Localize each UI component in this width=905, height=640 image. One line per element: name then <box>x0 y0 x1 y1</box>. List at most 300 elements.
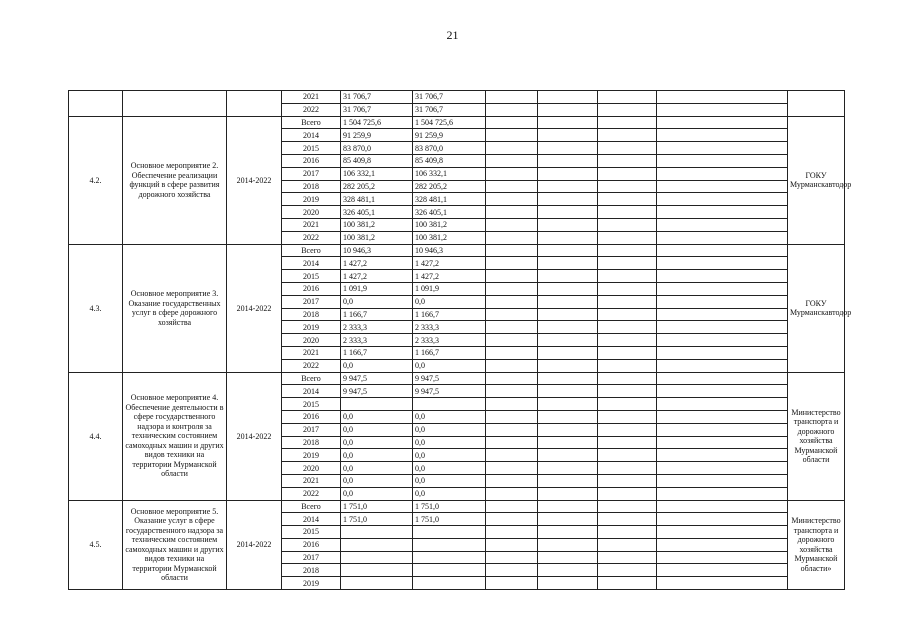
total-cell <box>341 398 413 411</box>
empty-cell <box>598 538 657 551</box>
empty-cell <box>538 154 598 167</box>
empty-cell <box>486 436 538 449</box>
year-cell: Всего <box>282 116 341 129</box>
regional-cell <box>413 577 486 590</box>
empty-cell <box>486 385 538 398</box>
empty-cell <box>657 462 788 475</box>
year-cell: 2015 <box>282 526 341 539</box>
section-name: Основное мероприятие 4. Обеспечение деятельности в сфере государственного надзора и контроля за техническим состоянием самоходных машин и других видов техники на территории Мурманской области <box>123 372 227 500</box>
empty-cell <box>486 142 538 155</box>
empty-cell <box>598 385 657 398</box>
empty-cell <box>657 334 788 347</box>
empty-cell <box>486 462 538 475</box>
empty-cell <box>538 231 598 244</box>
section-executor: ГОКУ Мурманскавтодор <box>788 244 845 372</box>
regional-cell: 0,0 <box>413 295 486 308</box>
empty-cell <box>538 180 598 193</box>
empty-cell <box>598 500 657 513</box>
empty-cell <box>598 423 657 436</box>
regional-cell: 31 706,7 <box>413 103 486 116</box>
regional-cell: 2 333,3 <box>413 334 486 347</box>
section-name: Основное мероприятие 2. Обеспечение реализации функций в сфере развития дорожного хозяйства <box>123 116 227 244</box>
total-cell <box>341 577 413 590</box>
empty-cell <box>657 346 788 359</box>
empty-cell <box>657 257 788 270</box>
empty-cell <box>538 487 598 500</box>
empty-cell <box>657 167 788 180</box>
empty-cell <box>598 116 657 129</box>
empty-cell <box>657 564 788 577</box>
year-cell: Всего <box>282 244 341 257</box>
regional-cell: 100 381,2 <box>413 218 486 231</box>
section-executor: Министерство транспорта и дорожного хозяйства Мурманской области» <box>788 500 845 590</box>
empty-cell <box>486 346 538 359</box>
empty-cell <box>598 410 657 423</box>
total-cell: 106 332,1 <box>341 167 413 180</box>
empty-cell <box>598 334 657 347</box>
empty-cell <box>486 270 538 283</box>
empty-cell <box>486 116 538 129</box>
empty-cell <box>538 218 598 231</box>
year-cell: 2019 <box>282 577 341 590</box>
total-cell: 1 751,0 <box>341 513 413 526</box>
empty-cell <box>486 359 538 372</box>
empty-num-cell <box>69 91 123 117</box>
empty-cell <box>486 538 538 551</box>
empty-cell <box>598 551 657 564</box>
total-cell: 1 091,9 <box>341 282 413 295</box>
regional-cell: 0,0 <box>413 359 486 372</box>
year-cell: Всего <box>282 372 341 385</box>
empty-cell <box>486 334 538 347</box>
empty-cell <box>598 218 657 231</box>
empty-cell <box>598 231 657 244</box>
empty-cell <box>486 103 538 116</box>
regional-cell: 0,0 <box>413 462 486 475</box>
year-cell: 2016 <box>282 410 341 423</box>
empty-cell <box>598 346 657 359</box>
regional-cell: 1 091,9 <box>413 282 486 295</box>
year-cell: 2016 <box>282 282 341 295</box>
empty-cell <box>657 244 788 257</box>
empty-cell <box>486 423 538 436</box>
regional-cell: 2 333,3 <box>413 321 486 334</box>
year-cell: 2022 <box>282 359 341 372</box>
total-cell: 2 333,3 <box>341 334 413 347</box>
total-cell: 0,0 <box>341 487 413 500</box>
empty-cell <box>657 270 788 283</box>
total-cell: 0,0 <box>341 474 413 487</box>
empty-cell <box>486 449 538 462</box>
empty-cell <box>657 231 788 244</box>
year-cell: 2021 <box>282 346 341 359</box>
empty-cell <box>657 295 788 308</box>
empty-cell <box>657 500 788 513</box>
empty-cell <box>486 193 538 206</box>
empty-cell <box>486 129 538 142</box>
empty-cell <box>598 244 657 257</box>
regional-cell <box>413 538 486 551</box>
section-number: 4.3. <box>69 244 123 372</box>
empty-cell <box>538 257 598 270</box>
table-row <box>69 91 845 104</box>
empty-cell <box>598 129 657 142</box>
table-row <box>69 500 845 513</box>
section-number: 4.4. <box>69 372 123 500</box>
empty-cell <box>486 500 538 513</box>
empty-cell <box>538 398 598 411</box>
table-row <box>69 372 845 385</box>
year-cell: 2017 <box>282 167 341 180</box>
year-cell: 2017 <box>282 295 341 308</box>
empty-cell <box>486 474 538 487</box>
empty-cell <box>657 206 788 219</box>
empty-cell <box>657 103 788 116</box>
empty-cell <box>657 513 788 526</box>
section-name: Основное мероприятие 3. Оказание государственных услуг в сфере дорожного хозяйства <box>123 244 227 372</box>
empty-cell <box>657 129 788 142</box>
empty-cell <box>538 385 598 398</box>
regional-cell: 1 427,2 <box>413 270 486 283</box>
empty-cell <box>538 334 598 347</box>
total-cell: 0,0 <box>341 423 413 436</box>
empty-cell <box>538 91 598 104</box>
empty-cell <box>598 142 657 155</box>
empty-cell <box>657 193 788 206</box>
total-cell: 2 333,3 <box>341 321 413 334</box>
empty-cell <box>486 91 538 104</box>
empty-cell <box>657 321 788 334</box>
regional-cell <box>413 551 486 564</box>
empty-period-cell <box>227 91 282 117</box>
empty-cell <box>538 282 598 295</box>
empty-cell <box>598 103 657 116</box>
regional-cell: 0,0 <box>413 474 486 487</box>
empty-cell <box>598 154 657 167</box>
regional-cell: 1 751,0 <box>413 500 486 513</box>
empty-cell <box>598 180 657 193</box>
empty-cell <box>598 449 657 462</box>
empty-cell <box>657 423 788 436</box>
empty-cell <box>657 577 788 590</box>
regional-cell: 0,0 <box>413 436 486 449</box>
empty-cell <box>598 167 657 180</box>
empty-cell <box>598 513 657 526</box>
year-cell: 2019 <box>282 193 341 206</box>
empty-cell <box>538 359 598 372</box>
year-cell: 2014 <box>282 385 341 398</box>
regional-cell: 9 947,5 <box>413 385 486 398</box>
total-cell: 1 504 725,6 <box>341 116 413 129</box>
regional-cell: 1 166,7 <box>413 346 486 359</box>
regional-cell: 1 427,2 <box>413 257 486 270</box>
empty-cell <box>598 257 657 270</box>
empty-cell <box>538 346 598 359</box>
empty-cell <box>657 116 788 129</box>
regional-cell <box>413 398 486 411</box>
section-number: 4.5. <box>69 500 123 590</box>
empty-cell <box>486 282 538 295</box>
total-cell: 31 706,7 <box>341 91 413 104</box>
regional-cell: 1 166,7 <box>413 308 486 321</box>
empty-cell <box>657 154 788 167</box>
year-cell: 2015 <box>282 142 341 155</box>
total-cell: 1 166,7 <box>341 308 413 321</box>
section-period: 2014-2022 <box>227 500 282 590</box>
empty-cell <box>657 436 788 449</box>
empty-cell <box>486 154 538 167</box>
empty-cell <box>538 423 598 436</box>
empty-cell <box>598 282 657 295</box>
empty-cell <box>598 398 657 411</box>
year-cell: 2017 <box>282 551 341 564</box>
total-cell: 0,0 <box>341 436 413 449</box>
year-cell: 2022 <box>282 103 341 116</box>
empty-cell <box>538 193 598 206</box>
empty-cell <box>657 142 788 155</box>
section-period: 2014-2022 <box>227 372 282 500</box>
year-cell: 2014 <box>282 257 341 270</box>
total-cell <box>341 526 413 539</box>
empty-cell <box>657 398 788 411</box>
year-cell: 2018 <box>282 564 341 577</box>
regional-cell: 100 381,2 <box>413 231 486 244</box>
total-cell: 1 166,7 <box>341 346 413 359</box>
empty-cell <box>486 577 538 590</box>
total-cell: 31 706,7 <box>341 103 413 116</box>
empty-cell <box>657 218 788 231</box>
empty-cell <box>657 372 788 385</box>
empty-cell <box>538 577 598 590</box>
empty-cell <box>657 180 788 193</box>
regional-cell: 282 205,2 <box>413 180 486 193</box>
page-number: 21 <box>446 28 459 42</box>
year-cell: 2021 <box>282 474 341 487</box>
empty-cell <box>598 321 657 334</box>
empty-cell <box>486 244 538 257</box>
total-cell: 282 205,2 <box>341 180 413 193</box>
empty-cell <box>538 410 598 423</box>
total-cell: 326 405,1 <box>341 206 413 219</box>
empty-cell <box>486 526 538 539</box>
empty-cell <box>598 462 657 475</box>
section-period: 2014-2022 <box>227 244 282 372</box>
empty-cell <box>538 129 598 142</box>
table-row <box>69 244 845 257</box>
regional-cell: 0,0 <box>413 423 486 436</box>
regional-cell: 0,0 <box>413 449 486 462</box>
empty-cell <box>538 142 598 155</box>
empty-cell <box>486 321 538 334</box>
regional-cell: 328 481,1 <box>413 193 486 206</box>
empty-cell <box>538 103 598 116</box>
empty-name-cell <box>123 91 227 117</box>
empty-cell <box>538 513 598 526</box>
empty-cell <box>598 372 657 385</box>
empty-cell <box>486 295 538 308</box>
total-cell: 9 947,5 <box>341 385 413 398</box>
section-executor: ГОКУ Мурманскавтодор <box>788 116 845 244</box>
empty-cell <box>657 282 788 295</box>
year-cell: 2020 <box>282 334 341 347</box>
empty-cell <box>486 372 538 385</box>
total-cell: 1 427,2 <box>341 270 413 283</box>
empty-cell <box>657 308 788 321</box>
year-cell: 2014 <box>282 513 341 526</box>
empty-cell <box>538 449 598 462</box>
section-period: 2014-2022 <box>227 116 282 244</box>
year-cell: Всего <box>282 500 341 513</box>
empty-cell <box>486 218 538 231</box>
empty-cell <box>538 206 598 219</box>
regional-cell: 10 946,3 <box>413 244 486 257</box>
regional-cell <box>413 526 486 539</box>
empty-cell <box>598 487 657 500</box>
year-cell: 2015 <box>282 270 341 283</box>
total-cell: 83 870,0 <box>341 142 413 155</box>
empty-cell <box>598 474 657 487</box>
empty-cell <box>538 308 598 321</box>
empty-cell <box>657 410 788 423</box>
empty-cell <box>598 91 657 104</box>
total-cell: 9 947,5 <box>341 372 413 385</box>
total-cell: 0,0 <box>341 462 413 475</box>
empty-cell <box>598 308 657 321</box>
empty-cell <box>598 564 657 577</box>
total-cell: 1 751,0 <box>341 500 413 513</box>
regional-cell <box>413 564 486 577</box>
regional-cell: 0,0 <box>413 410 486 423</box>
empty-cell <box>538 167 598 180</box>
empty-cell <box>657 91 788 104</box>
total-cell <box>341 564 413 577</box>
empty-cell <box>486 487 538 500</box>
regional-cell: 85 409,8 <box>413 154 486 167</box>
total-cell <box>341 538 413 551</box>
empty-cell <box>538 372 598 385</box>
total-cell: 0,0 <box>341 359 413 372</box>
total-cell: 0,0 <box>341 410 413 423</box>
empty-cell <box>486 398 538 411</box>
regional-cell: 31 706,7 <box>413 91 486 104</box>
empty-cell <box>486 180 538 193</box>
empty-cell <box>657 474 788 487</box>
empty-cell <box>598 577 657 590</box>
empty-cell <box>598 526 657 539</box>
total-cell: 100 381,2 <box>341 218 413 231</box>
empty-cell <box>657 538 788 551</box>
empty-cell <box>598 270 657 283</box>
empty-cell <box>538 321 598 334</box>
total-cell: 91 259,9 <box>341 129 413 142</box>
regional-cell: 83 870,0 <box>413 142 486 155</box>
empty-cell <box>486 564 538 577</box>
year-cell: 2015 <box>282 398 341 411</box>
year-cell: 2016 <box>282 154 341 167</box>
budget-table <box>68 90 852 590</box>
empty-cell <box>538 270 598 283</box>
empty-cell <box>598 436 657 449</box>
empty-cell <box>657 359 788 372</box>
empty-cell <box>598 359 657 372</box>
regional-cell: 326 405,1 <box>413 206 486 219</box>
empty-cell <box>538 295 598 308</box>
empty-cell <box>538 526 598 539</box>
empty-cell <box>538 500 598 513</box>
total-cell: 1 427,2 <box>341 257 413 270</box>
regional-cell: 1 504 725,6 <box>413 116 486 129</box>
total-cell: 100 381,2 <box>341 231 413 244</box>
empty-cell <box>538 564 598 577</box>
empty-cell <box>538 462 598 475</box>
table-row <box>69 116 845 129</box>
empty-cell <box>486 257 538 270</box>
empty-cell <box>657 526 788 539</box>
empty-cell <box>598 295 657 308</box>
empty-cell <box>598 193 657 206</box>
year-cell: 2019 <box>282 449 341 462</box>
year-cell: 2018 <box>282 180 341 193</box>
year-cell: 2022 <box>282 231 341 244</box>
section-name: Основное мероприятие 5. Оказание услуг в сфере государственного надзора за техническим состоянием самоходных машин и других видов техники на территории Мурманской области <box>123 500 227 590</box>
year-cell: 2018 <box>282 436 341 449</box>
empty-cell <box>598 206 657 219</box>
empty-cell <box>538 244 598 257</box>
regional-cell: 9 947,5 <box>413 372 486 385</box>
empty-cell <box>486 308 538 321</box>
empty-cell <box>657 449 788 462</box>
section-executor: Министерство транспорта и дорожного хозяйства Мурманской области <box>788 372 845 500</box>
empty-cell <box>486 551 538 564</box>
empty-cell <box>538 474 598 487</box>
regional-cell: 0,0 <box>413 487 486 500</box>
year-cell: 2017 <box>282 423 341 436</box>
year-cell: 2022 <box>282 487 341 500</box>
empty-cell <box>486 206 538 219</box>
empty-cell <box>538 436 598 449</box>
regional-cell: 106 332,1 <box>413 167 486 180</box>
empty-cell <box>486 513 538 526</box>
empty-cell <box>538 551 598 564</box>
year-cell: 2020 <box>282 462 341 475</box>
year-cell: 2018 <box>282 308 341 321</box>
empty-cell <box>486 410 538 423</box>
empty-cell <box>657 487 788 500</box>
total-cell: 328 481,1 <box>341 193 413 206</box>
year-cell: 2021 <box>282 91 341 104</box>
year-cell: 2019 <box>282 321 341 334</box>
year-cell: 2014 <box>282 129 341 142</box>
total-cell <box>341 551 413 564</box>
regional-cell: 91 259,9 <box>413 129 486 142</box>
empty-cell <box>538 538 598 551</box>
empty-cell <box>486 231 538 244</box>
year-cell: 2020 <box>282 206 341 219</box>
year-cell: 2016 <box>282 538 341 551</box>
regional-cell: 1 751,0 <box>413 513 486 526</box>
empty-cell <box>657 551 788 564</box>
empty-cell <box>657 385 788 398</box>
empty-executor-cell <box>788 91 845 117</box>
empty-cell <box>538 116 598 129</box>
total-cell: 0,0 <box>341 295 413 308</box>
total-cell: 0,0 <box>341 449 413 462</box>
total-cell: 10 946,3 <box>341 244 413 257</box>
empty-cell <box>486 167 538 180</box>
year-cell: 2021 <box>282 218 341 231</box>
total-cell: 85 409,8 <box>341 154 413 167</box>
section-number: 4.2. <box>69 116 123 244</box>
